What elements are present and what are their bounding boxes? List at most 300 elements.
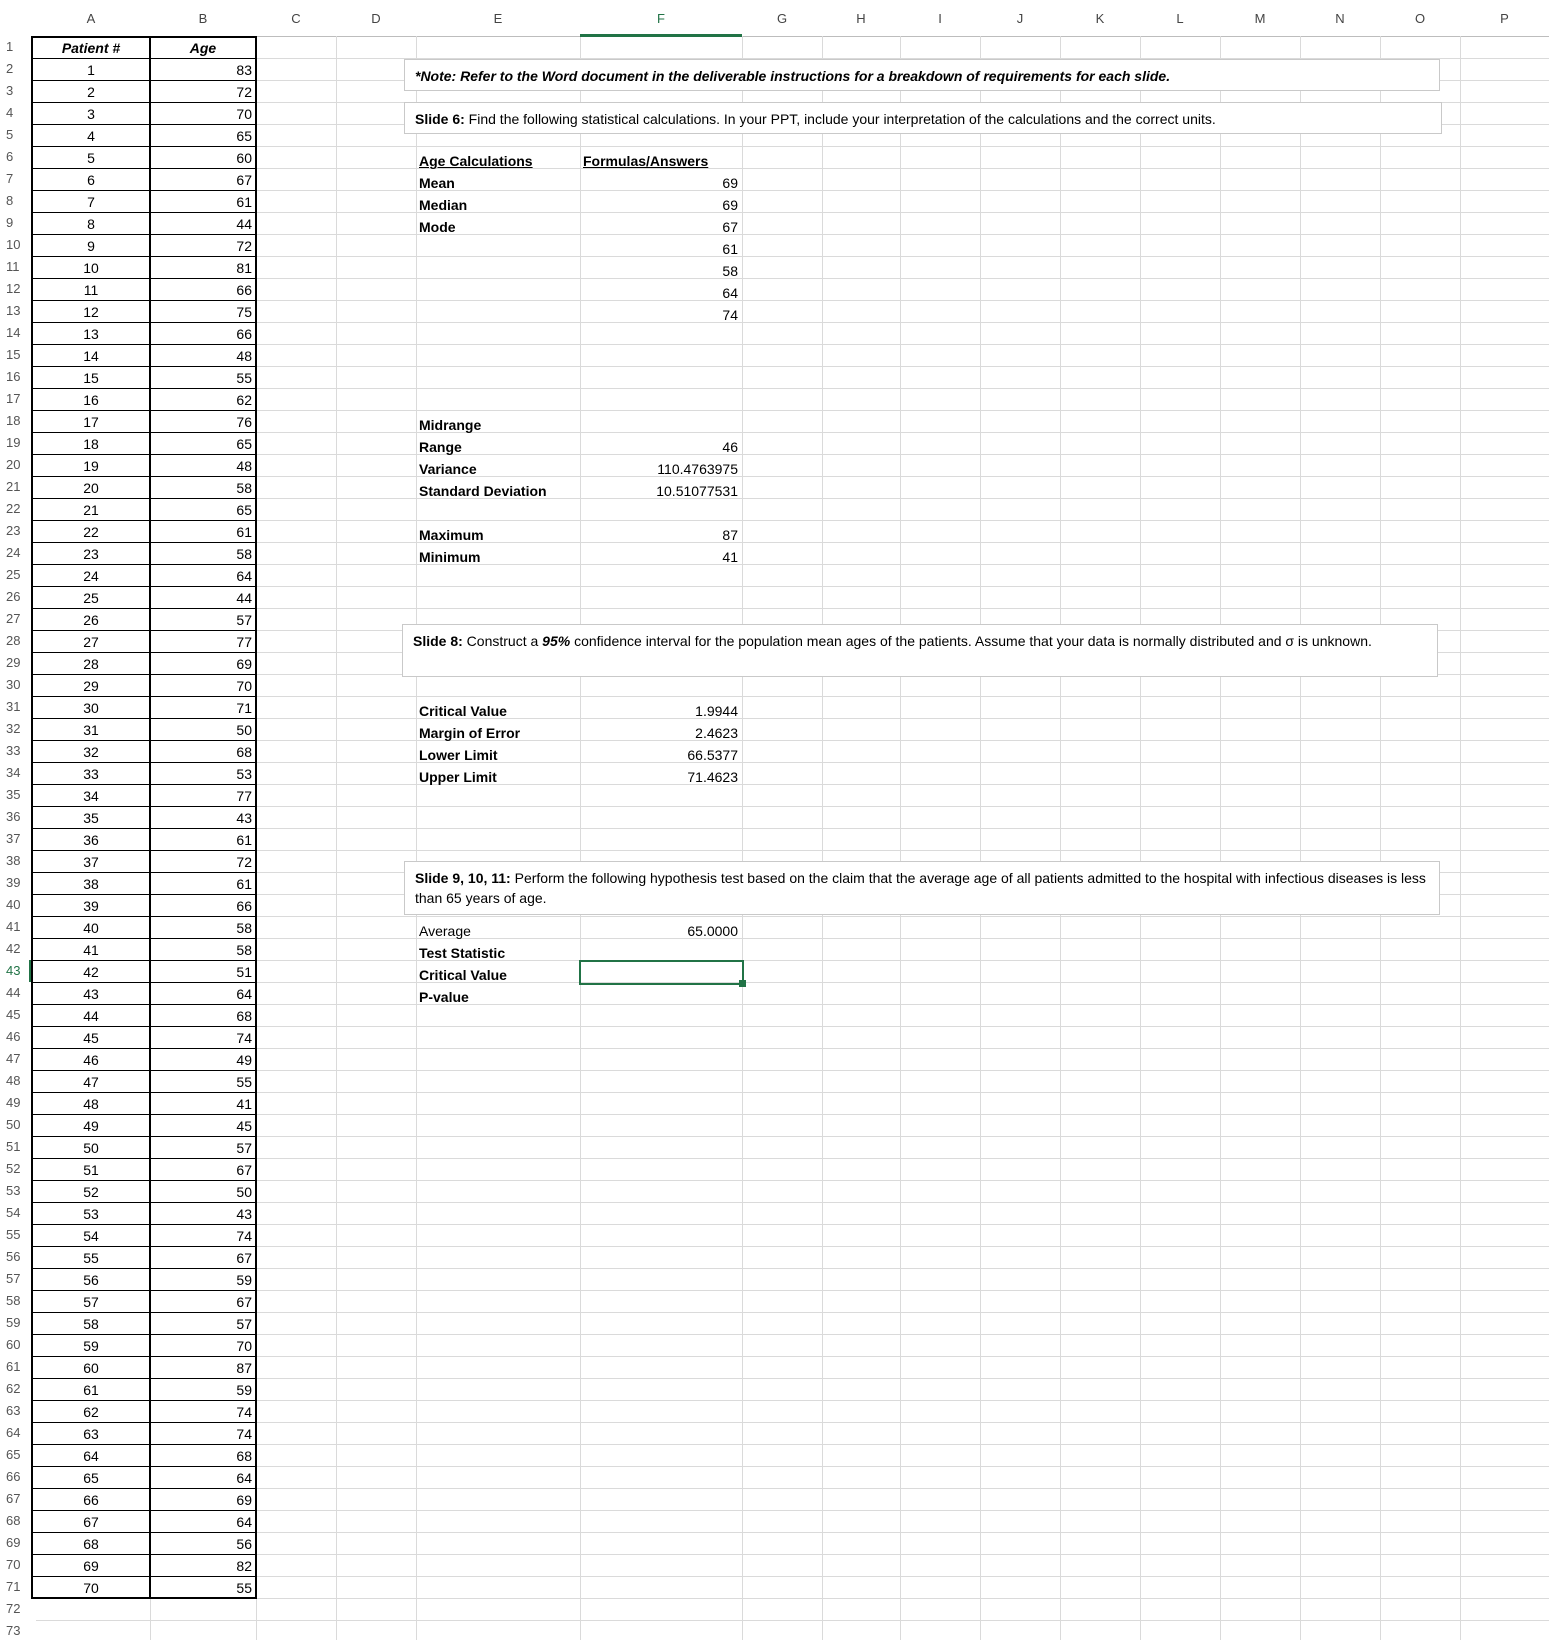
table-row-line — [31, 1202, 257, 1203]
age-cell[interactable]: 61 — [236, 832, 252, 848]
age-cell[interactable]: 44 — [236, 216, 252, 232]
age-cell[interactable]: 55 — [236, 370, 252, 386]
age-cell[interactable]: 60 — [236, 150, 252, 166]
age-cell[interactable]: 83 — [236, 62, 252, 78]
row-header-71[interactable]: 71 — [0, 1576, 36, 1598]
patient-number-cell[interactable]: 60 — [83, 1360, 99, 1376]
age-cell[interactable]: 76 — [236, 414, 252, 430]
row-header-11[interactable]: 11 — [0, 256, 36, 278]
patient-number-cell[interactable]: 29 — [83, 678, 99, 694]
row-header-16[interactable]: 16 — [0, 366, 36, 388]
age-cell[interactable]: 58 — [236, 480, 252, 496]
table-row-line — [31, 696, 257, 697]
row-header-33[interactable]: 33 — [0, 740, 36, 762]
patient-number-cell[interactable]: 62 — [83, 1404, 99, 1420]
row-header-21[interactable]: 21 — [0, 476, 36, 498]
table-row-line — [31, 1092, 257, 1093]
margin-error-label[interactable]: Margin of Error — [419, 725, 521, 741]
age-cell[interactable]: 64 — [236, 568, 252, 584]
age-cell[interactable]: 57 — [236, 1316, 252, 1332]
patient-number-cell[interactable]: 59 — [83, 1338, 99, 1354]
row-header-29[interactable]: 29 — [0, 652, 36, 674]
column-header-a[interactable]: A — [32, 0, 150, 36]
age-cell[interactable]: 67 — [236, 1162, 252, 1178]
patient-number-cell[interactable]: 12 — [83, 304, 99, 320]
row-header-22[interactable]: 22 — [0, 498, 36, 520]
age-cell[interactable]: 58 — [236, 920, 252, 936]
age-cell[interactable]: 64 — [236, 1514, 252, 1530]
patient-number-cell[interactable]: 26 — [83, 612, 99, 628]
table-row-line — [31, 960, 257, 961]
table-row-line — [31, 1224, 257, 1225]
mode-label[interactable]: Mode — [419, 219, 456, 235]
patient-number-cell[interactable]: 25 — [83, 590, 99, 606]
range-value[interactable]: 46 — [722, 439, 738, 455]
age-cell[interactable]: 59 — [236, 1382, 252, 1398]
patient-number-cell[interactable]: 54 — [83, 1228, 99, 1244]
patient-number-cell[interactable]: 4 — [87, 128, 95, 144]
row-header-57[interactable]: 57 — [0, 1268, 36, 1290]
row-header-20[interactable]: 20 — [0, 454, 36, 476]
patient-number-cell[interactable]: 10 — [83, 260, 99, 276]
age-cell[interactable]: 74 — [236, 1030, 252, 1046]
column-header-e[interactable]: E — [416, 0, 580, 36]
age-cell[interactable]: 61 — [236, 524, 252, 540]
patient-number-cell[interactable]: 11 — [83, 282, 99, 298]
age-cell[interactable]: 62 — [236, 392, 252, 408]
table-row-line — [31, 498, 257, 499]
minimum-label[interactable]: Minimum — [419, 549, 481, 565]
patient-number-header[interactable]: Patient # — [61, 40, 121, 56]
age-cell[interactable]: 74 — [236, 1426, 252, 1442]
patient-number-cell[interactable]: 28 — [83, 656, 99, 672]
row-header-53[interactable]: 53 — [0, 1180, 36, 1202]
age-cell[interactable]: 68 — [236, 1448, 252, 1464]
age-cell[interactable]: 87 — [236, 1360, 252, 1376]
row-header-9[interactable]: 9 — [0, 212, 36, 234]
patient-number-cell[interactable]: 7 — [87, 194, 95, 210]
column-gridline — [980, 0, 981, 1640]
age-cell[interactable]: 67 — [236, 1294, 252, 1310]
patient-number-cell[interactable]: 38 — [83, 876, 99, 892]
patient-number-cell[interactable]: 44 — [83, 1008, 99, 1024]
row-header-60[interactable]: 60 — [0, 1334, 36, 1356]
row-header-49[interactable]: 49 — [0, 1092, 36, 1114]
age-cell[interactable]: 55 — [236, 1074, 252, 1090]
mean-value[interactable]: 69 — [722, 175, 738, 191]
mode-value[interactable]: 64 — [722, 285, 738, 301]
row-header-4[interactable]: 4 — [0, 102, 36, 124]
patient-number-cell[interactable]: 30 — [83, 700, 99, 716]
patient-number-cell[interactable]: 15 — [83, 370, 99, 386]
patient-number-cell[interactable]: 35 — [83, 810, 99, 826]
table-row-line — [31, 1378, 257, 1379]
row-header-70[interactable]: 70 — [0, 1554, 36, 1576]
row-header-40[interactable]: 40 — [0, 894, 36, 916]
row-header-18[interactable]: 18 — [0, 410, 36, 432]
variance-label[interactable]: Variance — [419, 461, 477, 477]
median-label[interactable]: Median — [419, 197, 468, 213]
age-cell[interactable]: 43 — [236, 810, 252, 826]
row-header-31[interactable]: 31 — [0, 696, 36, 718]
critical-value-label[interactable]: Critical Value — [419, 703, 507, 719]
column-header-j[interactable]: J — [980, 0, 1060, 36]
age-cell[interactable]: 74 — [236, 1404, 252, 1420]
age-cell[interactable]: 49 — [236, 1052, 252, 1068]
patient-number-cell[interactable]: 42 — [83, 964, 99, 980]
row-header-13[interactable]: 13 — [0, 300, 36, 322]
patient-number-cell[interactable]: 8 — [87, 216, 95, 232]
maximum-value[interactable]: 87 — [722, 527, 738, 543]
row-header-15[interactable]: 15 — [0, 344, 36, 366]
patient-number-cell[interactable]: 39 — [83, 898, 99, 914]
patient-number-cell[interactable]: 61 — [83, 1382, 99, 1398]
patient-number-cell[interactable]: 1 — [87, 62, 95, 78]
row-header-54[interactable]: 54 — [0, 1202, 36, 1224]
margin-error-value[interactable]: 2.4623 — [695, 725, 738, 741]
column-header-o[interactable]: O — [1380, 0, 1460, 36]
row-header-56[interactable]: 56 — [0, 1246, 36, 1268]
row-header-34[interactable]: 34 — [0, 762, 36, 784]
patient-number-cell[interactable]: 70 — [83, 1580, 99, 1596]
table-row-line — [31, 80, 257, 81]
row-header-51[interactable]: 51 — [0, 1136, 36, 1158]
row-header-63[interactable]: 63 — [0, 1400, 36, 1422]
row-header-47[interactable]: 47 — [0, 1048, 36, 1070]
row-header-69[interactable]: 69 — [0, 1532, 36, 1554]
age-cell[interactable]: 69 — [236, 1492, 252, 1508]
average-value[interactable]: 65.0000 — [687, 923, 738, 939]
age-cell[interactable]: 70 — [236, 1338, 252, 1354]
table-row-line — [31, 1070, 257, 1071]
age-cell[interactable]: 59 — [236, 1272, 252, 1288]
age-cell[interactable]: 77 — [236, 634, 252, 650]
table-row-line — [31, 344, 257, 345]
row-header-68[interactable]: 68 — [0, 1510, 36, 1532]
slide6-text: Find the following statistical calculations. In your PPT, include your interpretation of the calculations and the correct units. — [464, 111, 1216, 127]
patient-number-cell[interactable]: 33 — [83, 766, 99, 782]
patient-number-cell[interactable]: 37 — [83, 854, 99, 870]
age-cell[interactable]: 48 — [236, 458, 252, 474]
column-header-b[interactable]: B — [150, 0, 256, 36]
age-cell[interactable]: 41 — [236, 1096, 252, 1112]
column-header-g[interactable]: G — [742, 0, 822, 36]
patient-number-cell[interactable]: 3 — [87, 106, 95, 122]
patient-number-cell[interactable]: 63 — [83, 1426, 99, 1442]
p-value-label[interactable]: P-value — [419, 989, 469, 1005]
patient-number-cell[interactable]: 31 — [83, 722, 99, 738]
mode-value[interactable]: 58 — [722, 263, 738, 279]
patient-number-cell[interactable]: 36 — [83, 832, 99, 848]
critical-value-test-label[interactable]: Critical Value — [419, 967, 507, 983]
patient-number-cell[interactable]: 24 — [83, 568, 99, 584]
row-header-44[interactable]: 44 — [0, 982, 36, 1004]
maximum-label[interactable]: Maximum — [419, 527, 484, 543]
age-cell[interactable]: 64 — [236, 986, 252, 1002]
row-header-7[interactable]: 7 — [0, 168, 36, 190]
patient-number-cell[interactable]: 5 — [87, 150, 95, 166]
patient-number-cell[interactable]: 23 — [83, 546, 99, 562]
row-header-5[interactable]: 5 — [0, 124, 36, 146]
midrange-label[interactable]: Midrange — [419, 417, 482, 433]
patient-number-cell[interactable]: 2 — [87, 84, 95, 100]
median-value[interactable]: 69 — [722, 197, 738, 213]
row-header-3[interactable]: 3 — [0, 80, 36, 102]
patient-number-cell[interactable]: 16 — [83, 392, 99, 408]
row-header-8[interactable]: 8 — [0, 190, 36, 212]
age-cell[interactable]: 72 — [236, 854, 252, 870]
lower-limit-value[interactable]: 66.5377 — [687, 747, 738, 763]
age-cell[interactable]: 51 — [236, 964, 252, 980]
minimum-value[interactable]: 41 — [722, 549, 738, 565]
patient-number-cell[interactable]: 18 — [83, 436, 99, 452]
patient-number-cell[interactable]: 14 — [83, 348, 99, 364]
patient-number-cell[interactable]: 20 — [83, 480, 99, 496]
row-header-1[interactable]: 1 — [0, 36, 36, 58]
age-cell[interactable]: 65 — [236, 502, 252, 518]
column-header-d[interactable]: D — [336, 0, 416, 36]
patient-number-cell[interactable]: 67 — [83, 1514, 99, 1530]
slide9-box[interactable] — [404, 861, 1440, 915]
patient-number-cell[interactable]: 57 — [83, 1294, 99, 1310]
row-header-66[interactable]: 66 — [0, 1466, 36, 1488]
age-cell[interactable]: 69 — [236, 656, 252, 672]
mode-value[interactable]: 74 — [722, 307, 738, 323]
column-header-l[interactable]: L — [1140, 0, 1220, 36]
active-cell-F43[interactable] — [579, 960, 744, 985]
table-row-line — [31, 190, 257, 191]
patient-number-cell[interactable]: 65 — [83, 1470, 99, 1486]
age-cell[interactable]: 55 — [236, 1580, 252, 1596]
row-header-39[interactable]: 39 — [0, 872, 36, 894]
row-header-64[interactable]: 64 — [0, 1422, 36, 1444]
patient-number-cell[interactable]: 52 — [83, 1184, 99, 1200]
upper-limit-label[interactable]: Upper Limit — [419, 769, 497, 785]
age-cell[interactable]: 56 — [236, 1536, 252, 1552]
row-header-27[interactable]: 27 — [0, 608, 36, 630]
patient-number-cell[interactable]: 50 — [83, 1140, 99, 1156]
table-row-line — [31, 1532, 257, 1533]
age-cell[interactable]: 67 — [236, 1250, 252, 1266]
patient-number-cell[interactable]: 40 — [83, 920, 99, 936]
age-cell[interactable]: 58 — [236, 942, 252, 958]
age-cell[interactable]: 48 — [236, 348, 252, 364]
age-cell[interactable]: 44 — [236, 590, 252, 606]
age-cell[interactable]: 67 — [236, 172, 252, 188]
patient-number-cell[interactable]: 53 — [83, 1206, 99, 1222]
patient-number-cell[interactable]: 9 — [87, 238, 95, 254]
row-header-59[interactable]: 59 — [0, 1312, 36, 1334]
table-row-line — [31, 212, 257, 213]
stdev-value[interactable]: 10.51077531 — [656, 483, 738, 499]
patient-number-cell[interactable]: 19 — [83, 458, 99, 474]
age-cell[interactable]: 50 — [236, 1184, 252, 1200]
row-header-61[interactable]: 61 — [0, 1356, 36, 1378]
row-header-67[interactable]: 67 — [0, 1488, 36, 1510]
column-header-h[interactable]: H — [822, 0, 900, 36]
age-cell[interactable]: 72 — [236, 238, 252, 254]
mean-label[interactable]: Mean — [419, 175, 455, 191]
row-header-23[interactable]: 23 — [0, 520, 36, 542]
table-row-line — [31, 1180, 257, 1181]
row-header-72[interactable]: 72 — [0, 1598, 36, 1620]
column-header-f[interactable]: F — [580, 0, 742, 36]
patient-number-cell[interactable]: 48 — [83, 1096, 99, 1112]
age-calculations-header[interactable]: Age Calculations — [419, 153, 533, 169]
patient-number-cell[interactable]: 41 — [83, 942, 99, 958]
table-row-line — [31, 102, 257, 103]
upper-limit-value[interactable]: 71.4623 — [687, 769, 738, 785]
row-header-2[interactable]: 2 — [0, 58, 36, 80]
patient-number-cell[interactable]: 68 — [83, 1536, 99, 1552]
age-cell[interactable]: 43 — [236, 1206, 252, 1222]
age-cell[interactable]: 61 — [236, 194, 252, 210]
row-header-19[interactable]: 19 — [0, 432, 36, 454]
age-cell[interactable]: 64 — [236, 1470, 252, 1486]
age-cell[interactable]: 53 — [236, 766, 252, 782]
slide8-box[interactable] — [402, 624, 1438, 677]
test-statistic-label[interactable]: Test Statistic — [419, 945, 506, 961]
age-cell[interactable]: 57 — [236, 1140, 252, 1156]
table-row-line — [31, 718, 257, 719]
average-label[interactable]: Average — [419, 923, 471, 939]
row-header-62[interactable]: 62 — [0, 1378, 36, 1400]
age-cell[interactable]: 57 — [236, 612, 252, 628]
patient-number-cell[interactable]: 66 — [83, 1492, 99, 1508]
patient-number-cell[interactable]: 13 — [83, 326, 99, 342]
patient-number-cell[interactable]: 6 — [87, 172, 95, 188]
mode-value[interactable]: 61 — [722, 241, 738, 257]
age-cell[interactable]: 65 — [236, 128, 252, 144]
patient-number-cell[interactable]: 43 — [83, 986, 99, 1002]
table-row-line — [31, 520, 257, 521]
slide6-box[interactable] — [404, 102, 1442, 134]
row-header-43[interactable]: 43 — [0, 960, 36, 982]
patient-number-cell[interactable]: 49 — [83, 1118, 99, 1134]
age-cell[interactable]: 74 — [236, 1228, 252, 1244]
age-cell[interactable]: 58 — [236, 546, 252, 562]
age-cell[interactable]: 77 — [236, 788, 252, 804]
column-header-c[interactable]: C — [256, 0, 336, 36]
row-header-24[interactable]: 24 — [0, 542, 36, 564]
fill-handle[interactable] — [739, 980, 746, 987]
range-label[interactable]: Range — [419, 439, 462, 455]
row-header-17[interactable]: 17 — [0, 388, 36, 410]
row-header-12[interactable]: 12 — [0, 278, 36, 300]
note-box[interactable]: *Note: Refer to the Word document in the deliverable instructions for a breakdown of requirements for each slide. — [404, 59, 1440, 91]
age-cell[interactable]: 81 — [236, 260, 252, 276]
patient-number-cell[interactable]: 45 — [83, 1030, 99, 1046]
row-header-28[interactable]: 28 — [0, 630, 36, 652]
table-row-line — [31, 1576, 257, 1577]
age-cell[interactable]: 75 — [236, 304, 252, 320]
row-header-42[interactable]: 42 — [0, 938, 36, 960]
row-header-32[interactable]: 32 — [0, 718, 36, 740]
row-header-10[interactable]: 10 — [0, 234, 36, 256]
row-header-37[interactable]: 37 — [0, 828, 36, 850]
column-header-k[interactable]: K — [1060, 0, 1140, 36]
patient-number-cell[interactable]: 55 — [83, 1250, 99, 1266]
column-header-i[interactable]: I — [900, 0, 980, 36]
age-header[interactable]: Age — [189, 40, 217, 56]
patient-number-cell[interactable]: 34 — [83, 788, 99, 804]
critical-value-value[interactable]: 1.9944 — [695, 703, 738, 719]
age-cell[interactable]: 66 — [236, 898, 252, 914]
age-cell[interactable]: 71 — [236, 700, 252, 716]
patient-number-cell[interactable]: 32 — [83, 744, 99, 760]
table-row-line — [31, 476, 257, 477]
mode-value[interactable]: 67 — [722, 219, 738, 235]
age-cell[interactable]: 50 — [236, 722, 252, 738]
patient-number-cell[interactable]: 21 — [83, 502, 99, 518]
column-gridline — [1060, 0, 1061, 1640]
lower-limit-label[interactable]: Lower Limit — [419, 747, 498, 763]
row-header-26[interactable]: 26 — [0, 586, 36, 608]
age-cell[interactable]: 68 — [236, 1008, 252, 1024]
age-cell[interactable]: 72 — [236, 84, 252, 100]
row-header-41[interactable]: 41 — [0, 916, 36, 938]
row-header-6[interactable]: 6 — [0, 146, 36, 168]
table-row-line — [31, 828, 257, 829]
patient-number-cell[interactable]: 27 — [83, 634, 99, 650]
row-header-58[interactable]: 58 — [0, 1290, 36, 1312]
row-header-48[interactable]: 48 — [0, 1070, 36, 1092]
variance-value[interactable]: 110.4763975 — [657, 461, 738, 477]
age-cell[interactable]: 61 — [236, 876, 252, 892]
patient-number-cell[interactable]: 22 — [83, 524, 99, 540]
age-cell[interactable]: 45 — [236, 1118, 252, 1134]
age-cell[interactable]: 82 — [236, 1558, 252, 1574]
row-header-45[interactable]: 45 — [0, 1004, 36, 1026]
row-header-65[interactable]: 65 — [0, 1444, 36, 1466]
column-header-p[interactable]: P — [1460, 0, 1549, 36]
formulas-answers-header[interactable]: Formulas/Answers — [583, 153, 709, 169]
age-cell[interactable]: 70 — [236, 678, 252, 694]
age-cell[interactable]: 68 — [236, 744, 252, 760]
age-cell[interactable]: 65 — [236, 436, 252, 452]
row-header-55[interactable]: 55 — [0, 1224, 36, 1246]
row-header-73[interactable]: 73 — [0, 1620, 36, 1640]
patient-number-cell[interactable]: 51 — [83, 1162, 99, 1178]
column-gridline — [742, 0, 743, 1640]
column-gridline — [900, 0, 901, 1640]
age-cell[interactable]: 70 — [236, 106, 252, 122]
column-header-m[interactable]: M — [1220, 0, 1300, 36]
patient-number-cell[interactable]: 64 — [83, 1448, 99, 1464]
patient-number-cell[interactable]: 58 — [83, 1316, 99, 1332]
column-gridline — [1300, 0, 1301, 1640]
row-header-50[interactable]: 50 — [0, 1114, 36, 1136]
table-row-line — [31, 388, 257, 389]
row-header-14[interactable]: 14 — [0, 322, 36, 344]
row-header-35[interactable]: 35 — [0, 784, 36, 806]
patient-number-cell[interactable]: 47 — [83, 1074, 99, 1090]
row-header-25[interactable]: 25 — [0, 564, 36, 586]
row-header-46[interactable]: 46 — [0, 1026, 36, 1048]
patient-number-cell[interactable]: 17 — [83, 414, 99, 430]
stdev-label[interactable]: Standard Deviation — [419, 483, 547, 499]
patient-number-cell[interactable]: 56 — [83, 1272, 99, 1288]
age-cell[interactable]: 66 — [236, 326, 252, 342]
row-header-30[interactable]: 30 — [0, 674, 36, 696]
patient-number-cell[interactable]: 46 — [83, 1052, 99, 1068]
row-header-52[interactable]: 52 — [0, 1158, 36, 1180]
row-header-38[interactable]: 38 — [0, 850, 36, 872]
column-header-n[interactable]: N — [1300, 0, 1380, 36]
row-header-36[interactable]: 36 — [0, 806, 36, 828]
age-cell[interactable]: 66 — [236, 282, 252, 298]
patient-number-cell[interactable]: 69 — [83, 1558, 99, 1574]
